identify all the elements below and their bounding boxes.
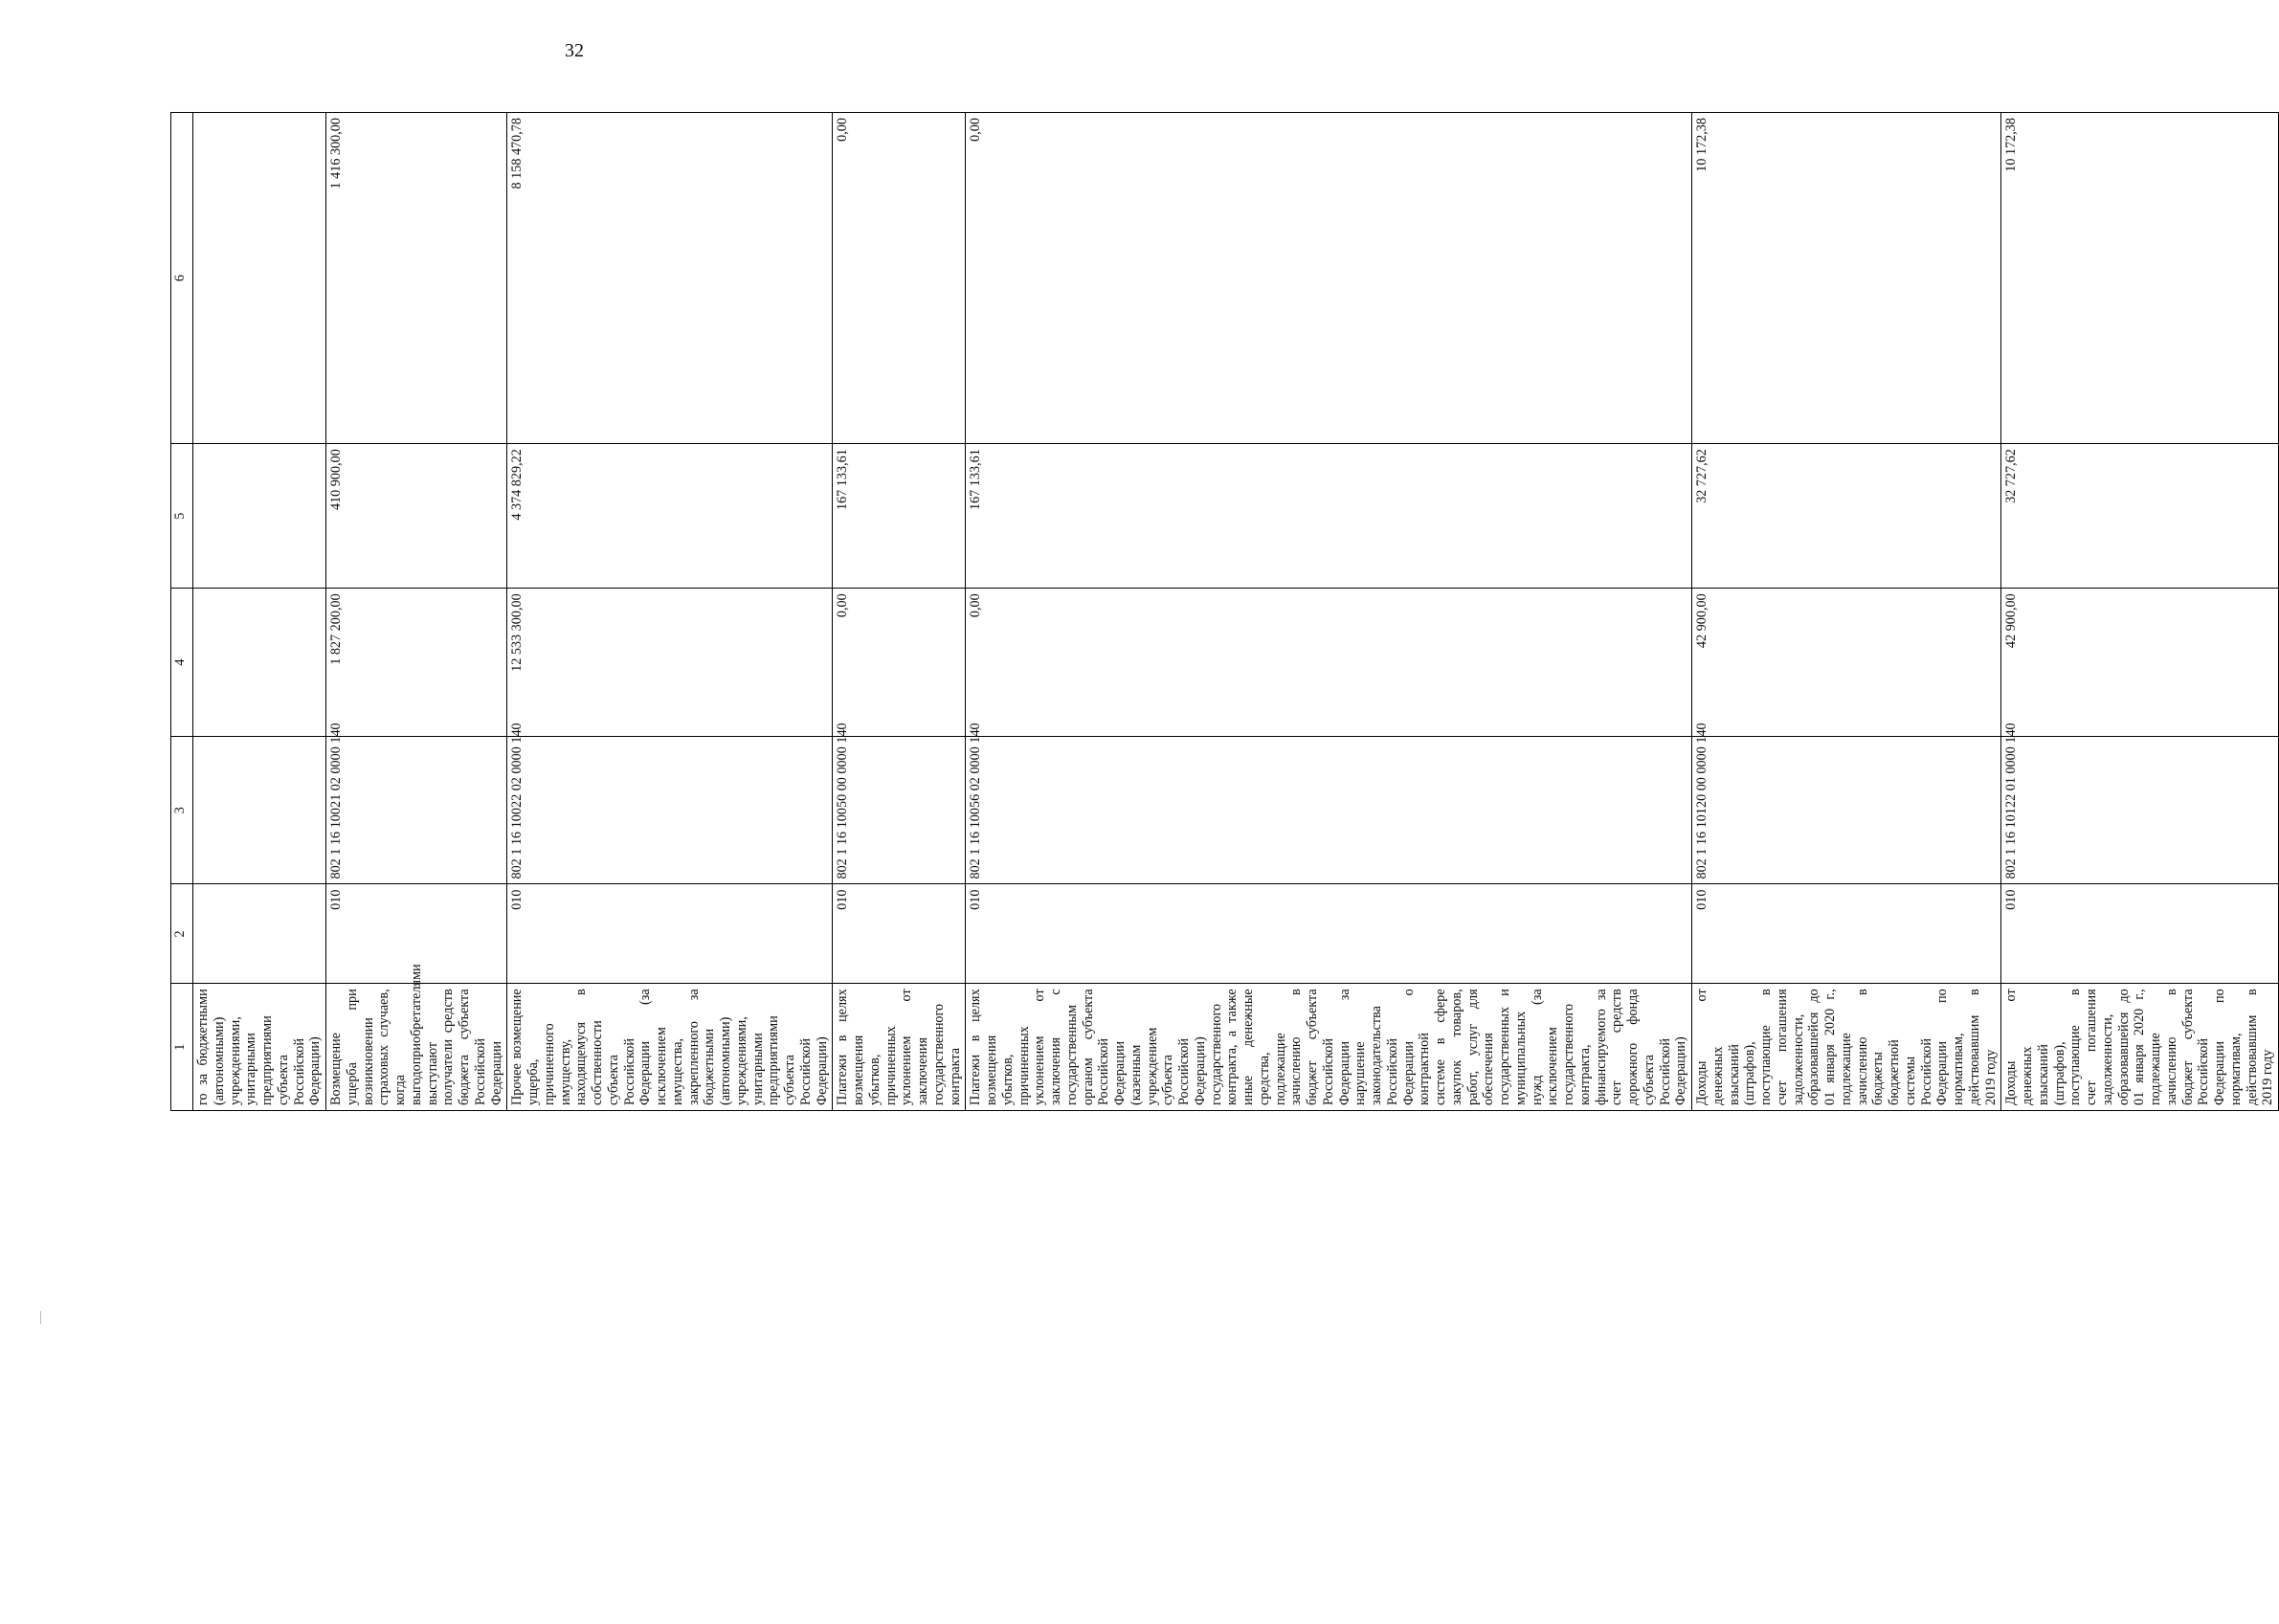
cell-col4: 12 533 300,00 xyxy=(507,589,833,737)
cell-col6: 0,00 xyxy=(833,113,966,444)
cell-name: Платежи в целях возмещения убытков, причиненных уклонением от заключения государственного контракта xyxy=(833,984,966,1111)
column-header-3: 3 xyxy=(171,736,193,884)
cell-col4: 42 900,00 xyxy=(1692,589,2001,737)
cell-col5: 32 727,62 xyxy=(2001,444,2279,589)
rotated-table-container xyxy=(170,112,2276,1111)
cell-classification-code xyxy=(193,736,326,884)
cell-classification-code: 802 1 16 10120 00 0000 140 xyxy=(1692,736,2001,884)
cell-admin-code: 010 xyxy=(507,884,833,984)
cell-col4 xyxy=(193,589,326,737)
cell-col5: 32 727,62 xyxy=(1692,444,2001,589)
budget-revenue-table xyxy=(170,112,2279,1111)
table-row xyxy=(507,113,833,1111)
cell-name: Доходы от денежных взысканий (штрафов), поступающие в счет погашения задолженности, образовавшейся до 01 января 2020 г., подлежащие зачислению в бюджеты бюджетной системы Российской Федерации по нормативам, действовавшим в 2019 году xyxy=(1692,984,2001,1111)
cell-col4: 0,00 xyxy=(966,589,1692,737)
cell-name: Возмещение ущерба при возникновении страховых случаев, когда выгодоприобретателями выступают получатели средств бюджета субъекта Российской Федерации xyxy=(326,984,507,1111)
cell-col6: 0,00 xyxy=(966,113,1692,444)
cell-classification-code: 802 1 16 10021 02 0000 140 xyxy=(326,736,507,884)
table-row xyxy=(2001,113,2279,1111)
column-header-6: 6 xyxy=(171,113,193,444)
cell-col6: 1 416 300,00 xyxy=(326,113,507,444)
cell-admin-code: 010 xyxy=(326,884,507,984)
cell-classification-code: 802 1 16 10122 01 0000 140 xyxy=(2001,736,2279,884)
scan-mark xyxy=(40,1311,41,1324)
cell-col4: 0,00 xyxy=(833,589,966,737)
table-header-row xyxy=(171,113,193,1111)
cell-name: Платежи в целях возмещения убытков, причиненных уклонением от заключения с государственным органом субъекта Российской Федерации (казенным учреждением субъекта Российской Федерации) государственного контракта, а также иные денежные средства, подлежащие зачислению в бюджет субъекта Российской Федерации за нарушение законодательства Российской Федерации о контрактной системе в сфере закупок товаров, работ, услуг для обеспечения государственных и муниципальных нужд (за исключением государственного контракта, финансируемого за счет средств дорожного фонда субъекта Российской Федерации) xyxy=(966,984,1692,1111)
table-row xyxy=(833,113,966,1111)
cell-name: Прочее возмещение ущерба, причиненного имуществу, находящемуся в собственности субъекта Российской Федерации (за исключением имущества, закрепленного за бюджетными (автономными) учреждениями, унитарными предприятиями субъекта Российской Федерации) xyxy=(507,984,833,1111)
cell-admin-code xyxy=(193,884,326,984)
table-row xyxy=(966,113,1692,1111)
cell-name: го за бюджетными (автономными) учреждениями, унитарными предприятиями субъекта Российской Федерации) xyxy=(193,984,326,1111)
table-row xyxy=(193,113,326,1111)
table-row xyxy=(1692,113,2001,1111)
cell-classification-code: 802 1 16 10056 02 0000 140 xyxy=(966,736,1692,884)
cell-col5: 4 374 829,22 xyxy=(507,444,833,589)
cell-col5: 410 900,00 xyxy=(326,444,507,589)
column-header-1: 1 xyxy=(171,984,193,1111)
cell-col5: 167 133,61 xyxy=(833,444,966,589)
table-row xyxy=(326,113,507,1111)
cell-classification-code: 802 1 16 10050 00 0000 140 xyxy=(833,736,966,884)
cell-col6: 8 158 470,78 xyxy=(507,113,833,444)
cell-admin-code: 010 xyxy=(833,884,966,984)
cell-col4: 42 900,00 xyxy=(2001,589,2279,737)
cell-classification-code: 802 1 16 10022 02 0000 140 xyxy=(507,736,833,884)
column-header-2: 2 xyxy=(171,884,193,984)
cell-col4: 1 827 200,00 xyxy=(326,589,507,737)
cell-col5: 167 133,61 xyxy=(966,444,1692,589)
cell-col6: 10 172,38 xyxy=(1692,113,2001,444)
cell-col6 xyxy=(193,113,326,444)
page-number: 32 xyxy=(565,40,584,61)
cell-admin-code: 010 xyxy=(966,884,1692,984)
column-header-4: 4 xyxy=(171,589,193,737)
cell-name: Доходы от денежных взысканий (штрафов), поступающие в счет погашения задолженности, образовавшейся до 01 января 2020 г., подлежащие зачислению в бюджет субъекта Российской Федерации по нормативам, действовавшим в 2019 году xyxy=(2001,984,2279,1111)
cell-col6: 10 172,38 xyxy=(2001,113,2279,444)
cell-col5 xyxy=(193,444,326,589)
cell-admin-code: 010 xyxy=(2001,884,2279,984)
column-header-5: 5 xyxy=(171,444,193,589)
cell-admin-code: 010 xyxy=(1692,884,2001,984)
